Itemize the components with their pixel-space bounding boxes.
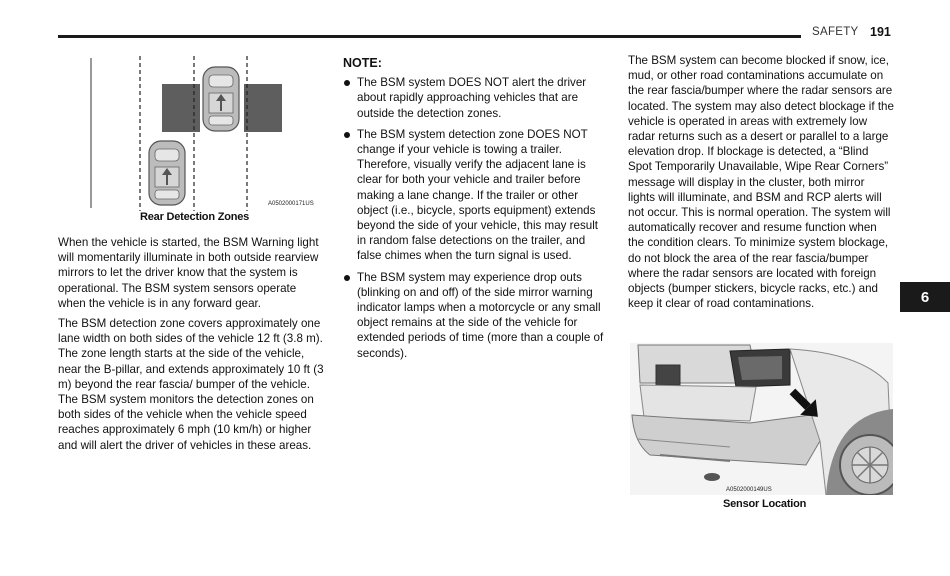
figure1-caption: Rear Detection Zones: [140, 211, 250, 223]
section-title: SAFETY: [812, 26, 859, 38]
column-right: [628, 53, 894, 316]
rear-detection-zones-illustration: [82, 53, 322, 213]
page-number: 191: [870, 25, 891, 39]
note-block: [343, 56, 608, 367]
paragraph: The BSM system can become blocked if snow, ice, mud, or other road contaminations accumulate on the rear fascia/bumper where the radar sensors are located. The system may also detect blockage if the vehicle is operated in areas with extremely low radar returns such as a desert or parallel to a large elevation drop. If blockage is detected, a “Blind Spot Temporarily Unavailable, Wipe Rear Corners” message will display in the cluster, both mirror lights will illuminate, and BSM and RCP alerts will not occur. This is normal operation. The system will automatically recover and resume function when the condition clears. To minimize system blockage, do not block the area of the rear fascia/bumper where the radar sensors are located with foreign objects (bumper stickers, bicycle racks, etc.) and keep it clear of road contaminations.: [628, 54, 894, 311]
bullet-icon: [344, 275, 350, 281]
bullet-icon: [344, 132, 350, 138]
note-item-text: The BSM system may experience drop outs (blinking on and off) of the side mirror warning indicator lamps when a motorcycle or any small object remains at the side of the vehicle for extended periods of time (more than a couple of seconds).: [357, 270, 604, 360]
paragraph: When the vehicle is started, the BSM Warning light will momentarily illuminate in both outside rearview mirrors to let the driver know that the system is operational. The BSM system sensors operate when the vehicle is in any forward gear.: [58, 236, 319, 310]
figure1-code: A0502000171US: [268, 201, 314, 207]
column-left: [58, 235, 324, 458]
figure2-code: A0502000149US: [726, 487, 772, 493]
header-rule: [58, 35, 801, 38]
sensor-location-photo: [630, 343, 893, 495]
note-item: [343, 75, 608, 121]
note-title: NOTE:: [343, 56, 382, 70]
note-item: [343, 127, 608, 264]
paragraph: The BSM detection zone covers approximately one lane width on both sides of the vehicle 12 ft (3.8 m). The zone length starts at the side of the vehicle, near the B-pillar, and extends approximately 10 ft (3 m) beyond the rear fascia/ bumper of the vehicle. The BSM system monitors the detection zones on both sides of the vehicle when the vehicle speed reaches approximately 6 mph (10 km/h) or higher and will alert the driver of vehicles in these areas.: [58, 317, 324, 452]
note-item: [343, 270, 608, 361]
chapter-tab: 6: [900, 282, 950, 312]
figure2-caption: Sensor Location: [723, 498, 807, 510]
bullet-icon: [344, 80, 350, 86]
note-item-text: The BSM system DOES NOT alert the driver about rapidly approaching vehicles that are outside the detection zones.: [357, 76, 587, 120]
note-item-text: The BSM system detection zone DOES NOT change if your vehicle is towing a trailer. Therefore, visually verify the adjacent lane is clear for both your vehicle and trailer before making a lane change. If the trailer or other object (i.e., bicycle, sports equipment) extends beyond the side of your vehicle, this may result in random false detections on the trailer, and false chimes when the turn signal is used.: [357, 127, 599, 263]
